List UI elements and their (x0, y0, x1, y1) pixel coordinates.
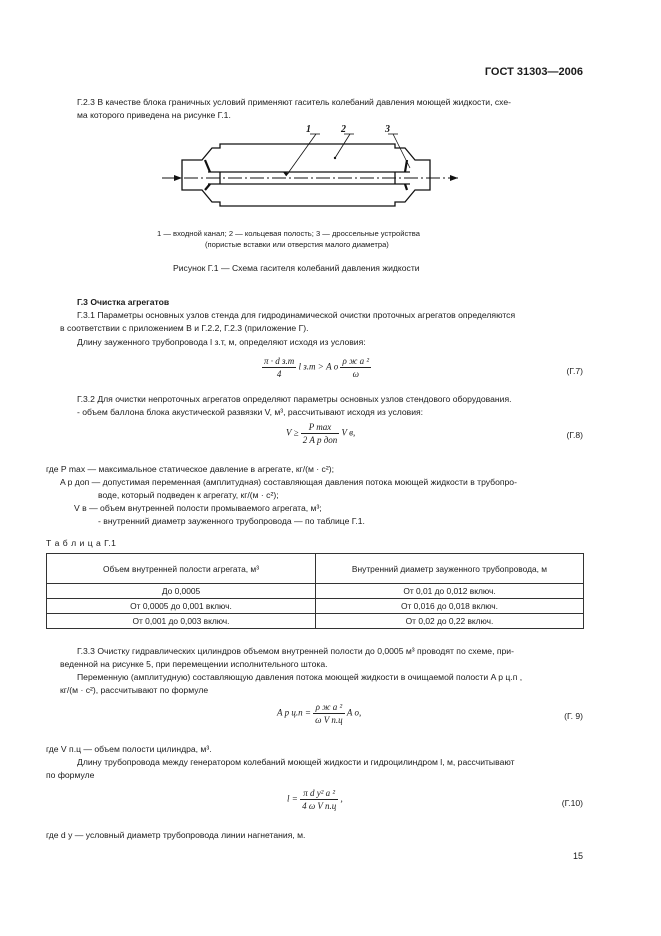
paragraph-length-line2: по формуле (46, 770, 95, 780)
formula-g7 (262, 356, 371, 379)
table-cell: От 0,016 до 0,018 включ. (316, 599, 584, 614)
table-cell: От 0,0005 до 0,001 включ. (47, 599, 316, 614)
equation-number-g7: (Г.7) (566, 366, 583, 376)
body-outline-top (182, 144, 430, 176)
equation-number-g9: (Г. 9) (564, 711, 583, 721)
table-title: Т а б л и ц а Г.1 (46, 538, 117, 548)
paragraph-length-condition: Длину зауженного трубопровода l з.т, м, определяют исходя из условия: (77, 337, 366, 347)
f10-denominator: 4 ω V п.ц (302, 801, 337, 811)
throttle-right-bottom (405, 184, 407, 190)
paragraph-g33-line4: кг/(м · с²), рассчитывают по формуле (60, 685, 209, 695)
f9-left: A p ц.п = (277, 707, 311, 718)
body-outline-bottom (182, 176, 430, 206)
table-header-volume: Объем внутренней полости агрегата, м³ (47, 554, 316, 584)
f10-right: , (340, 793, 343, 804)
where-ap-line1: A p доп — допустимая переменная (амплитудная) составляющая давления потока моющей жидкости в трубопро- (60, 477, 517, 487)
paragraph-g33-line1: Г.3.3 Очистку гидравлических цилиндров объемом внутренней полости до 0,0005 м³ проводят по схеме, при- (77, 646, 514, 656)
paragraph-g33-line3: Переменную (амплитудную) составляющую давления потока моющей жидкости в очищаемой полости A p ц.п , (77, 672, 523, 682)
f8-denominator: 2 A p доп (302, 435, 338, 445)
paragraph-g23-line2: ма которого приведена на рисунке Г.1. (77, 110, 231, 120)
paragraph-g32-line2: - объем баллона блока акустической развязки V, м³, рассчитывают исходя из условия: (77, 407, 424, 417)
where-vpc: где V п.ц — объем полости цилиндра, м³. (46, 744, 212, 754)
where-pmax: где P max — максимальное статическое давление в агрегате, кг/(м · с²); (46, 464, 334, 474)
flow-arrow-out (450, 175, 458, 181)
f8-left: V ≥ (286, 427, 299, 438)
paragraph-g23-line1: Г.2.3 В качестве блока граничных условий применяют гаситель колебаний давления моющей жидкости, схе- (77, 97, 511, 107)
f7-numerator-left: π · d з.т (264, 356, 295, 366)
paragraph-g31-line2: в соответствии с приложением В и Г.2.2, Г.2.3 (приложение Г). (60, 323, 309, 333)
f9-numerator: ρ ж a ² (313, 702, 344, 714)
f7-middle: l з.т > A o (298, 361, 339, 372)
formula-g9 (277, 702, 361, 725)
table-row (47, 614, 584, 629)
where-ap-line2: воде, который подведен к агрегату, кг/(м · с²); (98, 490, 279, 500)
f7-numerator-right: ρ ж a ² (342, 356, 370, 366)
figure-legend-line1: 1 — входной канал; 2 — кольцевая полость; 3 — дроссельные устройства (157, 229, 420, 238)
diameter-table (46, 553, 584, 629)
table-header-diameter: Внутренний диаметр зауженного трубопровода, м (316, 554, 584, 584)
f7-denominator-right: ω (352, 369, 359, 379)
f10-numerator: π d у² a ² (300, 788, 338, 800)
table-cell: От 0,01 до 0,012 включ. (316, 584, 584, 599)
f7-denominator-left: 4 (276, 369, 282, 379)
figure-label-2: 2 (341, 124, 346, 135)
figure-legend-line2: (пористые вставки или отверстия малого диаметра) (205, 240, 389, 249)
paragraph-g33-line2: веденной на рисунке 5, при перемещении исполнительного штока. (60, 659, 328, 669)
table-header-row (47, 554, 584, 584)
paragraph-g32-line1: Г.3.2 Для очистки непроточных агрегатов определяют параметры основных узлов стендового оборудования. (77, 394, 512, 404)
f8-right: V в, (341, 427, 356, 438)
f9-denominator: ω V п.ц (315, 715, 343, 725)
table-cell: От 0,02 до 0,22 включ. (316, 614, 584, 629)
table-cell: До 0,0005 (47, 584, 316, 599)
where-diameter: - внутренний диаметр зауженного трубопровода — по таблице Г.1. (98, 516, 365, 526)
figure-label-3: 3 (385, 124, 390, 135)
where-vv: V в — объем внутренней полости промываемого агрегата, м³; (74, 503, 322, 513)
table-row (47, 599, 584, 614)
figure-caption: Рисунок Г.1 — Схема гасителя колебаний давления жидкости (173, 263, 420, 273)
flow-arrow-in (174, 175, 182, 181)
throttle-left-top (205, 160, 210, 172)
formula-g8 (286, 422, 355, 445)
f9-right: A o, (346, 707, 362, 718)
paragraph-length-line1: Длину трубопровода между генератором колебаний моющей жидкости и гидроцилиндром l, м, рассчитывают (77, 757, 515, 767)
f8-numerator: P max (301, 422, 339, 434)
equation-number-g10: (Г.10) (561, 798, 583, 808)
where-dy: где d у — условный диаметр трубопровода линии нагнетания, м. (46, 830, 306, 840)
leader-1 (286, 134, 316, 176)
equation-number-g8: (Г.8) (566, 430, 583, 440)
throttle-left-bottom (205, 184, 210, 190)
leader-2 (335, 134, 350, 158)
table-cell: От 0,001 до 0,003 включ. (47, 614, 316, 629)
page-number: 15 (572, 851, 583, 861)
figure-label-1: 1 (306, 124, 311, 135)
formula-g10 (287, 788, 343, 811)
table-row (47, 584, 584, 599)
paragraph-g31-line1: Г.3.1 Параметры основных узлов стенда для гидродинамической очистки проточных агрегатов определяются (77, 310, 516, 320)
document-id: ГОСТ 31303—2006 (484, 66, 583, 78)
f10-left: l = (287, 793, 298, 804)
section-heading-g3: Г.3 Очистка агрегатов (77, 297, 170, 307)
